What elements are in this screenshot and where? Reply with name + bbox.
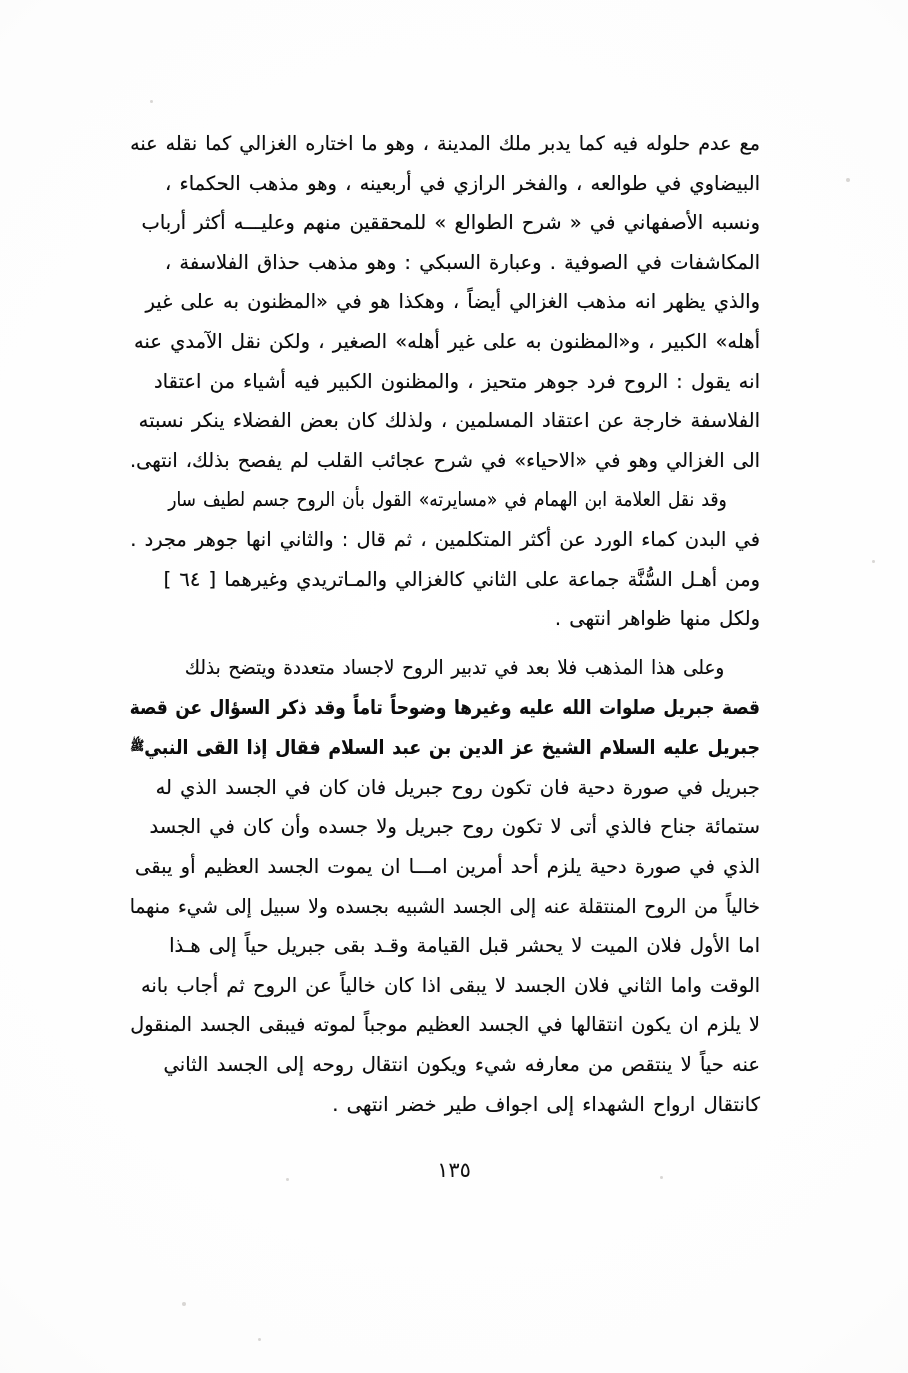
text-line: عنه حياً لا ينتقص من معارفه شيء ويكون انتقال روحه إلى الجسد الثاني [163, 1052, 760, 1076]
text-line: انه يقول : الروح فرد جوهر متحيز ، والمظنون الكبير فيه أشياء من اعتقاد [153, 369, 760, 393]
page-number: ١٣٥ [437, 1158, 471, 1182]
text-line: الى الغزالي وهو في «الاحياء» في شرح عجائب القلب لم يفصح بذلك، انتهى. [130, 448, 760, 472]
scan-speck [846, 178, 850, 182]
text-line: أهله» الكبير ، و«المظنون به على غير أهله» الصغير ، ولكن نقل الآمدي عنه [133, 329, 760, 353]
scan-speck [182, 1302, 186, 1306]
text-line: البيضاوي في طوالعه ، والفخر الرازي في أربعينه ، وهو مذهب الحكماء ، [165, 171, 760, 195]
scan-speck [150, 100, 153, 103]
text-line-bold-content: جبريل عليه السلام الشيخ عز الدين بن عبد السلام فقال إذا القى النبي [144, 736, 761, 760]
text-line-bold: قصة جبريل صلوات الله عليه وغيرها وضوحاً تاماً وقد ذكر السؤال عن قصة [129, 695, 761, 719]
text-line: لا يلزم ان يكون انتقالها في الجسد العظيم موجباً لموته فيبقى الجسد المنقول [130, 1013, 760, 1037]
text-line: والذي يظهر انه مذهب الغزالي أيضاً ، وهكذا هو في «المظنون به على غير [145, 290, 760, 314]
text-line: المكاشفات في الصوفية . وعبارة السبكي : وهو مذهب حذاق الفلاسفة ، [164, 250, 760, 274]
text-line-final: كانتقال ارواح الشهداء إلى اجواف طير خضر انتهى . [332, 1092, 760, 1116]
text-line: خالياً من الروح المنتقلة عنه إلى الجسد الشبيه بجسده ولا سبيل إلى شيء منهما [129, 894, 761, 918]
text-line: ونسبه الأصفهاني في « شرح الطوالع » للمحققين منهم وعليـــه أكثر أرباب [141, 211, 760, 235]
text-line: جبريل في صورة دحية فان تكون روح جبريل فان كان في الجسد الذي له [155, 775, 760, 799]
text-line: الذي في صورة دحية يلزم أحد أمرين امـــا ان يموت الجسد العظيم أو يبقى [135, 854, 760, 878]
text-line-final: ولكل منها ظواهر انتهى . [554, 607, 760, 631]
scan-speck [872, 560, 875, 563]
text-line: في البدن كماء الورد عن أكثر المتكلمين ، ثم قال : والثاني انها جوهر مجرد . [130, 527, 760, 551]
text-line-indented: وقد نقل العلامة ابن الهمام في «مسايرته» القول بأن الروح جسم لطيف سار [168, 488, 727, 512]
text-line: الوقت واما الثاني فلان الجسد لا يبقى اذا كان خالياً عن الروح ثم أجاب بانه [140, 973, 760, 997]
text-line: مع عدم حلوله فيه كما يدبر ملك المدينة ، وهو ما اختاره الغزالي كما نقله عنه [130, 132, 760, 155]
sallallahu-alayhi-wasallam-icon: ﷺ [130, 739, 145, 755]
text-line-with-footnote-marker: ومن أهـل السُّنَّة جماعة على الثاني كالغزالي والمـاتريدي وغيرهما [ ٦٤ ] [163, 567, 760, 591]
scan-speck [258, 1338, 261, 1341]
text-line: اما الأول فلان الميت لا يحشر قبل القيامة وقـد بقى جبريل حياً إلى هـذا [169, 934, 760, 958]
text-line-bold [130, 727, 761, 768]
body-paragraph-2 [130, 648, 760, 1124]
text-line-indented: وعلى هذا المذهب فلا بعد في تدبير الروح لاجساد متعددة ويتضح بذلك [184, 656, 725, 679]
text-line: ستمائة جناح فالذي أتى لا تكون روح جبريل ولا جسده وأن كان في الجسد [149, 815, 760, 839]
text-line: الفلاسفة خارجة عن اعتقاد المسلمين ، ولذلك كان بعض الفضلاء ينكر نسبته [138, 409, 760, 433]
body-paragraph-1 [130, 124, 760, 639]
